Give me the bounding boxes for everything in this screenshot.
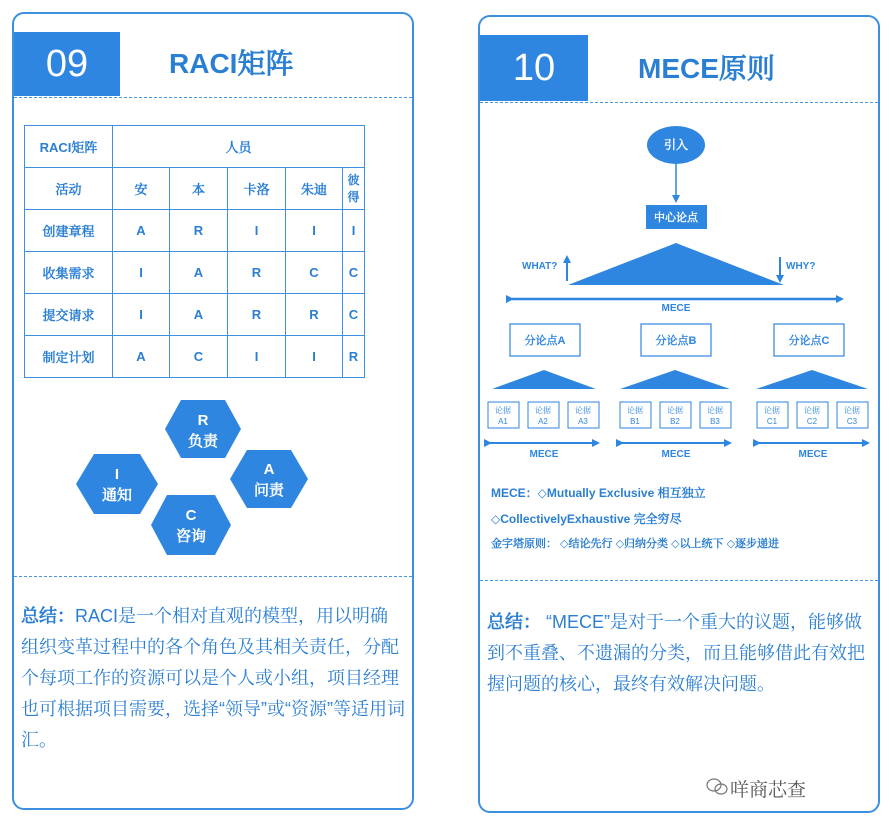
sub-point-a	[510, 324, 580, 356]
summary-text: RACI是一个相对直观的模型，用以明确组织变革过程中的各个角色及其相关责任，分配个每项工作的资源可以是个人或小组，项目经理也可根据项目需要，选择“领导”或“资源”等适用词汇。	[21, 606, 405, 750]
divider	[480, 580, 878, 581]
sub-pyramid	[756, 370, 868, 389]
center-node	[646, 205, 707, 229]
person-header-peter: 彼得	[347, 172, 360, 204]
role-cell: R	[286, 294, 343, 336]
sub-point-b	[641, 324, 711, 356]
sub-point-label: 分论点C	[788, 335, 830, 347]
hexagon-a	[230, 450, 308, 508]
hexagon-word: 咨询	[175, 528, 207, 545]
hexagon-letter: A	[263, 461, 275, 478]
role-cell: R	[170, 210, 228, 252]
person-header: 安	[113, 168, 170, 210]
watermark: 咩商芯查	[730, 780, 807, 801]
intro-label: 引入	[663, 138, 689, 152]
intro-node	[647, 126, 705, 164]
table-row	[25, 210, 365, 252]
card-number: 09	[14, 32, 120, 96]
sub-point-label: 分论点B	[655, 335, 697, 347]
table-row	[25, 336, 365, 378]
role-cell: A	[170, 294, 228, 336]
activity-header: 活动	[25, 168, 113, 210]
card-title: RACI矩阵	[169, 48, 294, 79]
evidence-id: C3	[846, 417, 858, 426]
hexagon-letter: R	[197, 412, 209, 429]
evidence-id: C1	[766, 417, 778, 426]
why-label: WHY?	[786, 261, 816, 272]
table-row	[25, 252, 365, 294]
mece-label: MECE	[798, 449, 828, 460]
evidence-group-c	[757, 402, 868, 460]
evidence-id: A2	[538, 417, 548, 426]
person-header: 本	[170, 168, 228, 210]
role-cell: I	[343, 210, 365, 252]
hexagon-r	[165, 400, 241, 458]
evidence-word: 论据	[707, 406, 723, 415]
role-cell: R	[228, 252, 286, 294]
role-cell: C	[170, 336, 228, 378]
hexagon-word: 通知	[101, 487, 133, 504]
role-cell: I	[113, 252, 170, 294]
mece-card	[478, 15, 880, 813]
sub-point-label: 分论点A	[524, 335, 566, 347]
evidence-word: 论据	[535, 406, 551, 415]
hexagon-word: 负责	[187, 433, 219, 450]
activity-cell: 创建章程	[25, 210, 113, 252]
raci-table	[24, 125, 365, 378]
role-cell: I	[286, 210, 343, 252]
role-cell: C	[343, 294, 365, 336]
sub-point-c	[774, 324, 844, 356]
card-title: MECE原则	[638, 53, 775, 84]
divider	[14, 97, 412, 98]
role-cell: A	[170, 252, 228, 294]
hexagon-c	[151, 495, 231, 555]
people-header: 人员	[113, 126, 365, 168]
what-label: WHAT?	[522, 261, 558, 272]
card-number: 10	[480, 35, 588, 101]
center-label: 中心论点	[654, 212, 698, 224]
role-cell: R	[228, 294, 286, 336]
summary-label: 总结：	[21, 606, 75, 626]
mece-label: MECE	[661, 449, 691, 460]
activity-cell: 提交请求	[25, 294, 113, 336]
summary	[21, 601, 405, 756]
mece-pyramid-diagram	[480, 117, 878, 467]
hexagon-letter: I	[114, 466, 120, 483]
person-header: 朱迪	[286, 168, 343, 210]
evidence-word: 论据	[495, 406, 511, 415]
evidence-id: A3	[578, 417, 588, 426]
evidence-id: B3	[710, 417, 720, 426]
role-cell: C	[286, 252, 343, 294]
wechat-icon	[706, 777, 728, 797]
pyramid-principle: 金字塔原则： ◇结论先行 ◇归纳分类 ◇以上统下 ◇逐步递进	[491, 538, 780, 550]
evidence-word: 论据	[764, 406, 780, 415]
role-cell: A	[113, 336, 170, 378]
mece-label: MECE	[661, 303, 691, 314]
evidence-id: B1	[630, 417, 640, 426]
raci-hexagon-diagram	[14, 394, 412, 574]
table-corner: RACI矩阵	[25, 126, 113, 168]
role-cell: A	[113, 210, 170, 252]
evidence-id: A1	[498, 417, 508, 426]
main-pyramid	[568, 243, 784, 285]
evidence-group-b	[620, 402, 731, 460]
summary	[487, 607, 871, 700]
mece-definition: ◇CollectivelyExhaustive 完全穷尽	[491, 512, 682, 526]
evidence-word: 论据	[627, 406, 643, 415]
evidence-word: 论据	[844, 406, 860, 415]
evidence-group-a	[488, 402, 599, 460]
hexagon-letter: C	[185, 507, 197, 524]
evidence-id: C2	[806, 417, 818, 426]
role-cell: I	[286, 336, 343, 378]
evidence-id: B2	[670, 417, 680, 426]
evidence-word: 论据	[667, 406, 683, 415]
mece-definition: MECE：◇Mutually Exclusive 相互独立	[491, 486, 706, 500]
role-cell: I	[113, 294, 170, 336]
divider	[480, 102, 878, 103]
divider	[14, 576, 412, 577]
role-cell: I	[228, 210, 286, 252]
role-cell: C	[343, 252, 365, 294]
table-row	[25, 294, 365, 336]
hexagon-word: 问责	[253, 482, 285, 499]
sub-pyramid	[620, 370, 730, 389]
evidence-word: 论据	[575, 406, 591, 415]
person-header: 卡洛	[228, 168, 286, 210]
summary-text: “MECE”是对于一个重大的议题，能够做到不重叠、不遗漏的分类，而且能够借此有效把握问题的核心，最终有效解决问题。	[487, 612, 865, 694]
activity-cell: 收集需求	[25, 252, 113, 294]
hexagon-i	[76, 454, 158, 514]
raci-card	[12, 12, 414, 810]
sub-pyramid	[492, 370, 596, 389]
summary-label: 总结：	[487, 612, 541, 632]
role-cell: I	[228, 336, 286, 378]
evidence-word: 论据	[804, 406, 820, 415]
mece-label: MECE	[529, 449, 559, 460]
role-cell: R	[343, 336, 365, 378]
activity-cell: 制定计划	[25, 336, 113, 378]
person-header	[343, 168, 365, 210]
